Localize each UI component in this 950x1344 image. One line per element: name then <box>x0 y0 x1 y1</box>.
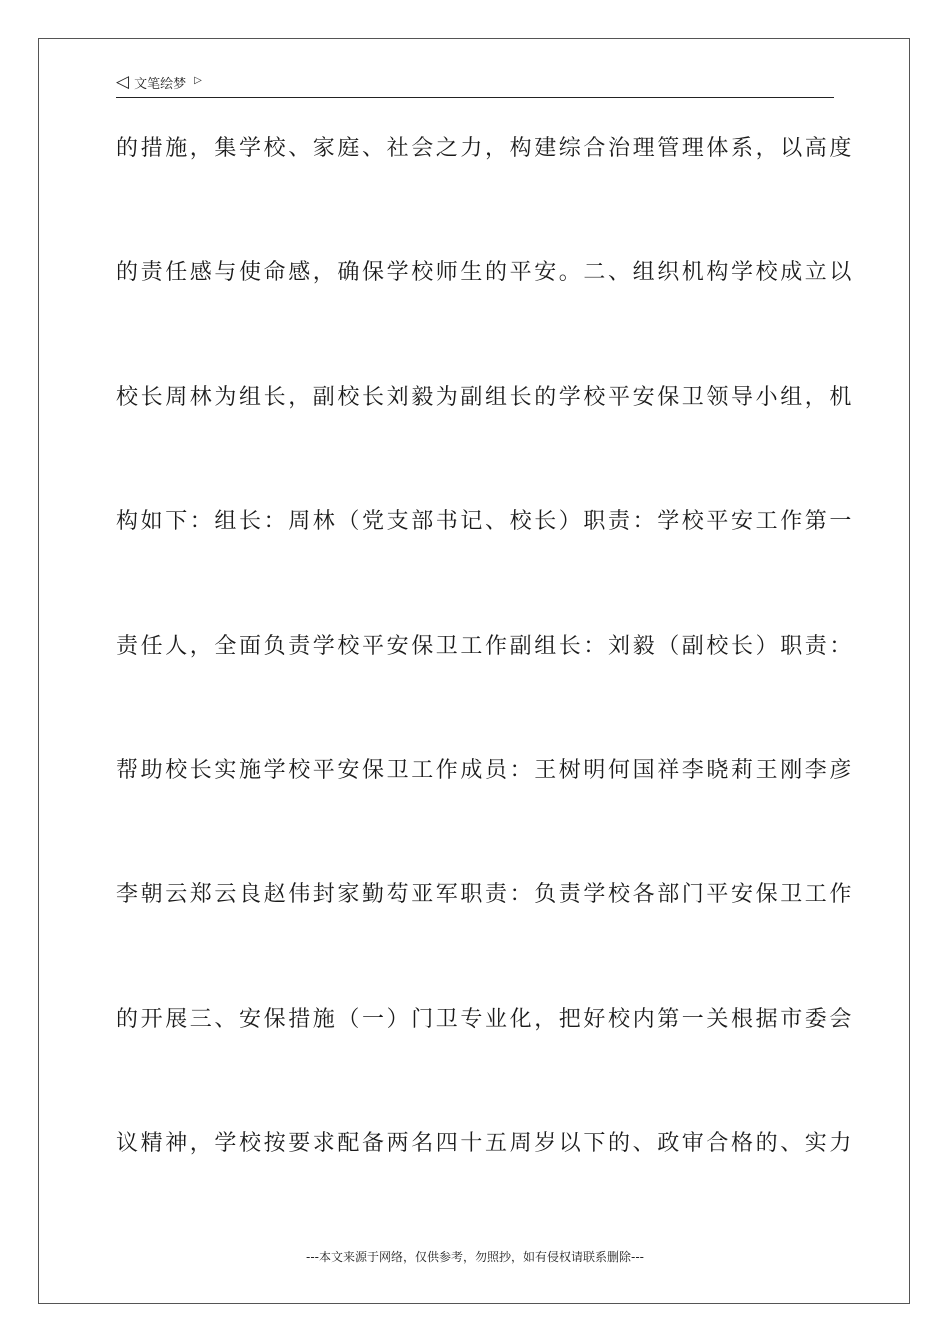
footer-disclaimer: ---本文来源于网络，仅供参考，勿照抄，如有侵权请联系删除--- <box>306 1250 644 1264</box>
document-header <box>116 72 834 98</box>
body-line: 议精神，学校按要求配备两名四十五周岁以下的、政审合格的、实力 <box>116 1131 855 1157</box>
document-body <box>116 126 855 1246</box>
triangle-left-icon: ◁ <box>116 72 130 92</box>
body-line: 的开展三、安保措施（一）门卫专业化，把好校内第一关根据市委会 <box>116 1006 855 1032</box>
triangle-right-icon: ▷ <box>194 75 202 86</box>
body-line: 李朝云郑云良赵伟封家勤芶亚军职责：负责学校各部门平安保卫工作 <box>116 882 855 908</box>
body-line: 校长周林为组长，副校长刘毅为副组长的学校平安保卫领导小组，机 <box>116 384 855 410</box>
body-line: 构如下：组长：周林（党支部书记、校长）职责：学校平安工作第一 <box>116 509 855 535</box>
body-line: 责任人，全面负责学校平安保卫工作副组长：刘毅（副校长）职责： <box>116 633 855 659</box>
body-line: 的责任感与使命感，确保学校师生的平安。二、组织机构学校成立以 <box>116 260 855 286</box>
body-line: 帮助校长实施学校平安保卫工作成员：王树明何国祥李晓莉王刚李彦 <box>116 757 855 783</box>
header-title: 文笔绘梦 <box>134 77 187 92</box>
body-line: 的措施，集学校、家庭、社会之力，构建综合治理管理体系，以高度 <box>116 136 855 161</box>
